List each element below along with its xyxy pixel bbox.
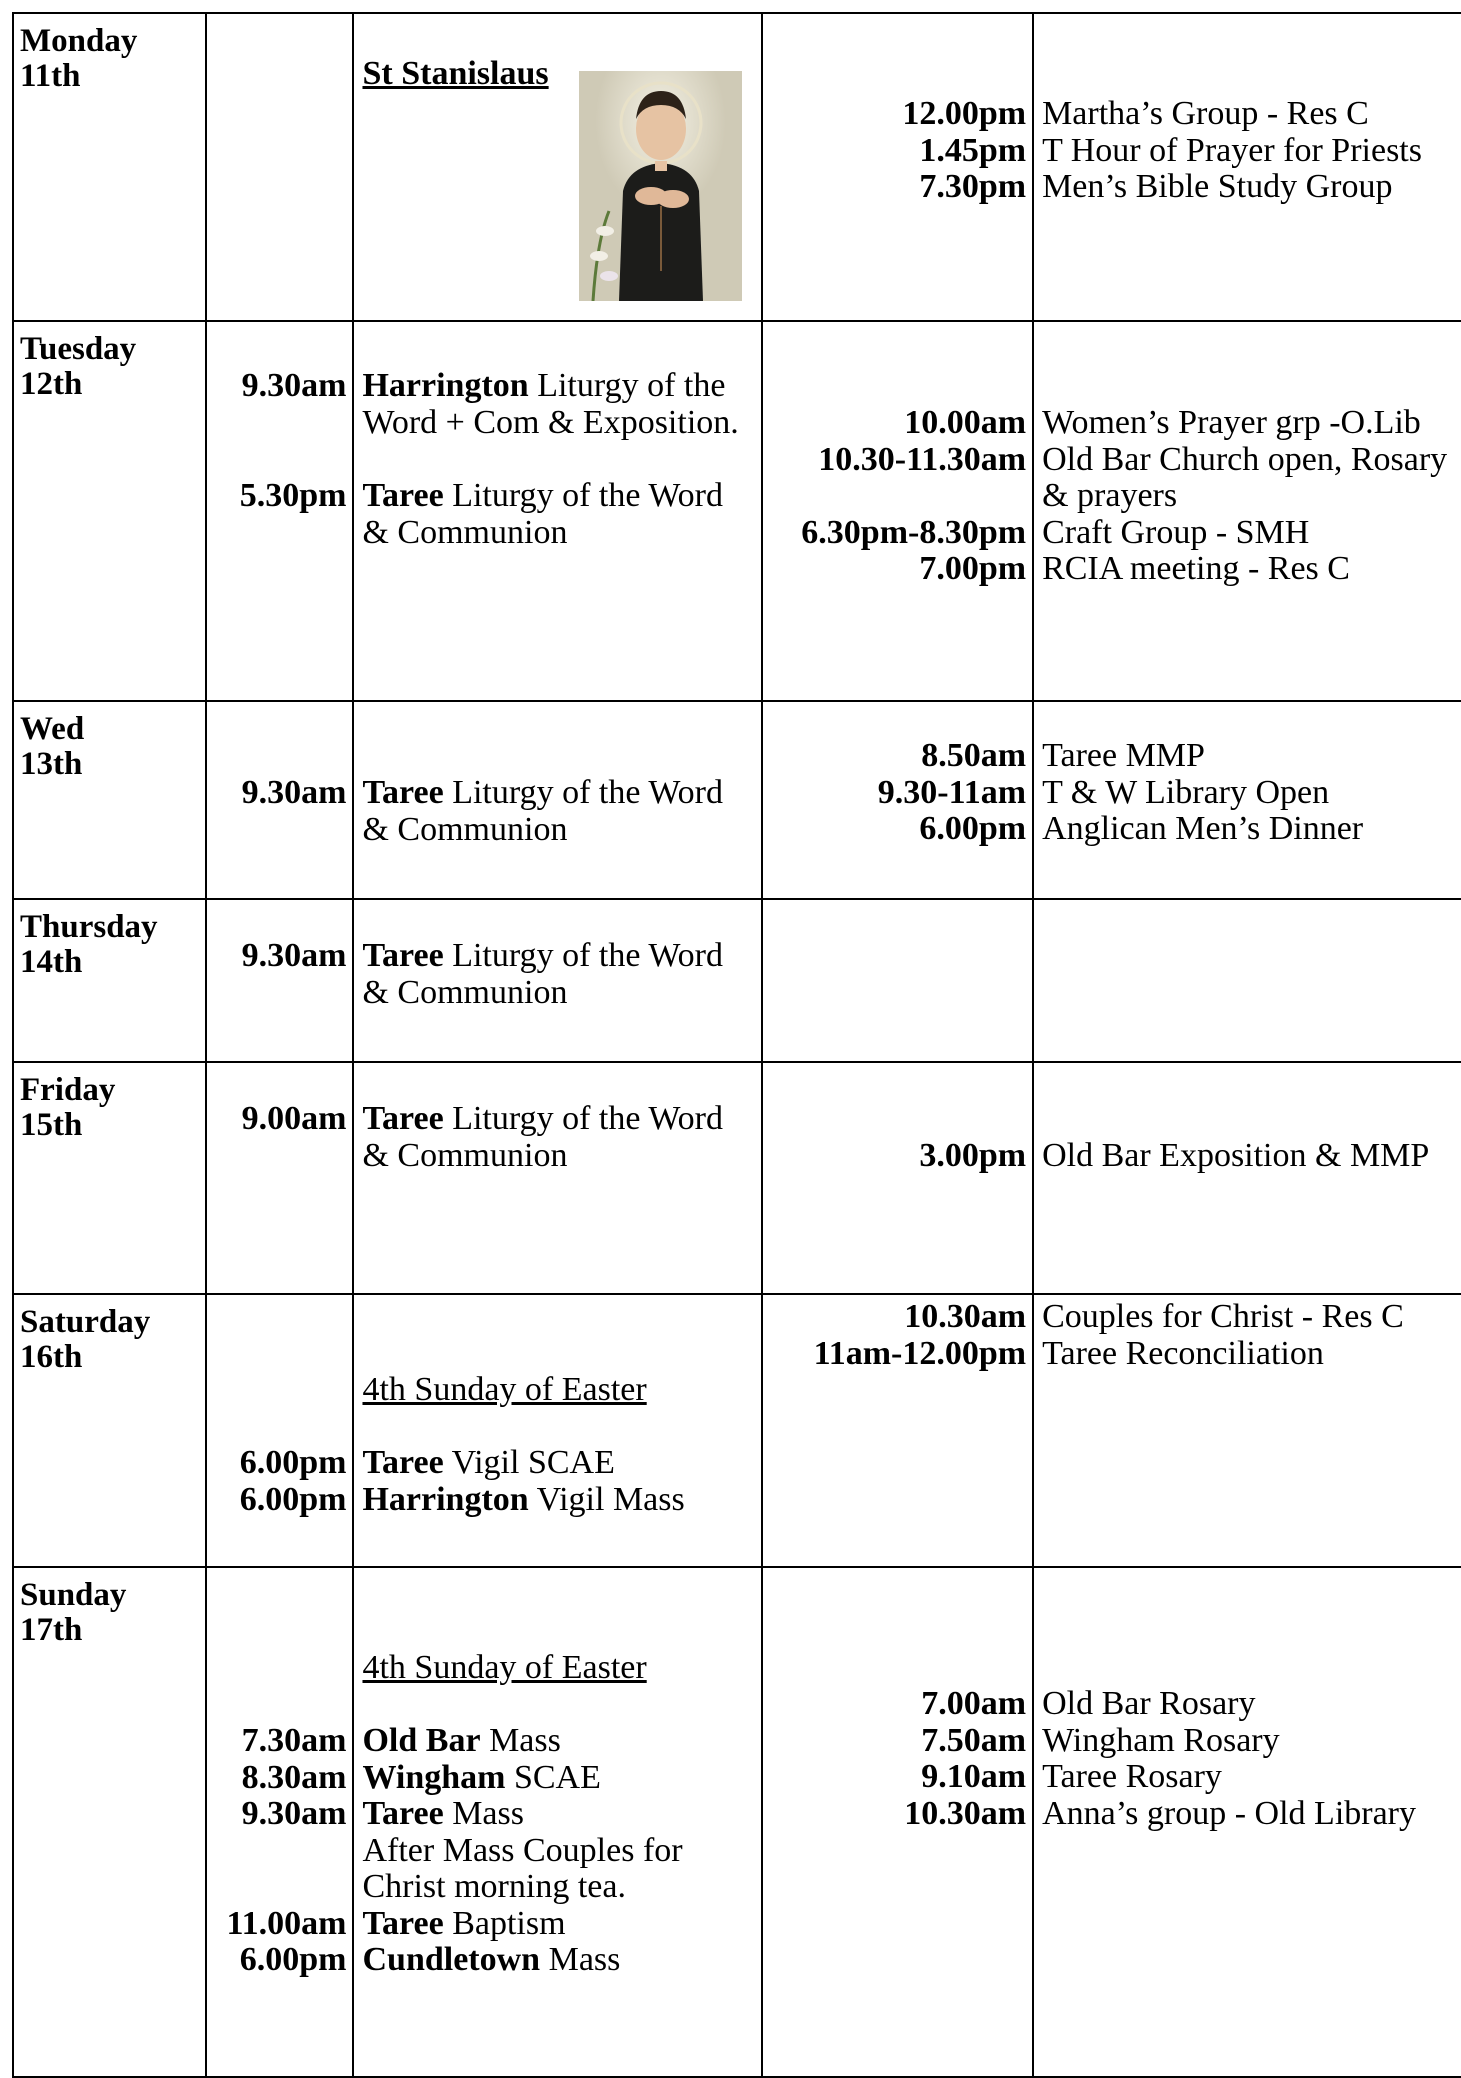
liturgy-times: [206, 1294, 354, 1567]
event-time: 10.00am: [904, 404, 1027, 441]
event-time: 10.30-11.30am: [818, 440, 1027, 478]
liturgy-cell: [353, 321, 761, 701]
liturgy-place: Wingham: [362, 1758, 506, 1796]
saint-portrait-icon: [579, 71, 742, 301]
day-date: 15th: [20, 1107, 83, 1143]
event-time: 6.00pm: [919, 810, 1027, 847]
event-time: 8.50am: [921, 737, 1027, 774]
event-time: 12.00pm: [902, 95, 1027, 132]
liturgy-text: Liturgy of the Word & Communion: [362, 937, 724, 1011]
sunday-heading: 4th Sunday of Easter: [362, 1371, 647, 1408]
event-texts: [1033, 13, 1461, 321]
liturgy-note: After Mass Couples for Christ morning tea.: [362, 1831, 683, 1905]
day-date: 14th: [20, 944, 83, 980]
event-text: Women’s Prayer grp -O.Lib: [1042, 404, 1421, 441]
event-times: [762, 13, 1033, 321]
liturgy-text: Liturgy of the Word & Communion: [362, 477, 724, 551]
event-time: 9.10am: [921, 1758, 1027, 1795]
liturgy-times: [206, 321, 354, 701]
liturgy-text: Liturgy of the Word & Communion: [362, 774, 724, 848]
liturgy-time: 11.00am: [226, 1904, 347, 1942]
event-time: 9.30-11am: [877, 773, 1027, 811]
day-name: Thursday: [20, 909, 158, 945]
liturgy-entry: [362, 1482, 754, 1519]
liturgy-cell: [353, 701, 761, 899]
liturgy-text: Mass: [548, 1941, 621, 1978]
event-time: 7.00pm: [919, 550, 1027, 587]
liturgy-text: Mass: [489, 1722, 561, 1759]
event-texts: [1033, 321, 1461, 701]
liturgy-text: Liturgy of the Word + Com & Exposition.: [362, 367, 739, 441]
event-text: RCIA meeting - Res C: [1042, 550, 1350, 587]
day-date: 16th: [20, 1339, 83, 1375]
event-times: [762, 321, 1033, 701]
liturgy-place: Taree: [362, 1100, 444, 1137]
liturgy-place: Harrington: [362, 1480, 529, 1518]
liturgy-entry: [362, 1906, 754, 1943]
day-cell: [13, 1294, 206, 1567]
liturgy-entry: [362, 1101, 754, 1174]
event-time: 10.30am: [904, 1794, 1027, 1832]
day-cell: [13, 899, 206, 1062]
day-row-monday: [13, 13, 1461, 321]
liturgy-cell: [353, 1567, 761, 2077]
event-texts: [1033, 1062, 1461, 1294]
liturgy-text: Baptism: [452, 1904, 566, 1942]
event-text: Anglican Men’s Dinner: [1042, 810, 1364, 847]
event-time: 7.50am: [921, 1721, 1027, 1759]
day-name: Saturday: [20, 1304, 151, 1340]
event-text: Taree MMP: [1042, 737, 1205, 774]
event-texts: [1033, 899, 1461, 1062]
liturgy-times: [206, 13, 354, 321]
day-date: 12th: [20, 366, 83, 402]
liturgy-entry: [362, 1760, 754, 1797]
event-text: Old Bar Church open, Rosary & prayers: [1042, 440, 1448, 514]
event-times: [762, 1567, 1033, 2077]
event-times: [762, 899, 1033, 1062]
day-row-tuesday: [13, 321, 1461, 701]
liturgy-place: Old Bar: [362, 1722, 481, 1759]
day-name: Friday: [20, 1072, 116, 1108]
liturgy-cell: [353, 899, 761, 1062]
liturgy-time: 5.30pm: [239, 476, 347, 514]
liturgy-text: Vigil Mass: [536, 1480, 685, 1518]
event-text: T & W Library Open: [1042, 773, 1330, 811]
day-row-friday: [13, 1062, 1461, 1294]
event-text: Wingham Rosary: [1042, 1721, 1280, 1759]
liturgy-time: 6.00pm: [239, 1480, 347, 1518]
event-time: 7.30pm: [919, 168, 1027, 205]
liturgy-times: [206, 701, 354, 899]
day-name: Wed: [20, 711, 85, 747]
liturgy-entry: [362, 368, 754, 441]
liturgy-times: [206, 899, 354, 1062]
event-text: Craft Group - SMH: [1042, 513, 1310, 551]
liturgy-place: Taree: [362, 1444, 444, 1481]
day-row-sunday: [13, 1567, 1461, 2077]
day-row-wednesday: [13, 701, 1461, 899]
event-text: Anna’s group - Old Library: [1042, 1794, 1416, 1832]
event-text: Taree Reconciliation: [1042, 1334, 1324, 1372]
event-time: 7.00am: [921, 1685, 1027, 1722]
feast-cell: [353, 13, 761, 321]
day-cell: [13, 1567, 206, 2077]
event-time: 6.30pm-8.30pm: [801, 513, 1027, 551]
liturgy-time: 6.00pm: [239, 1941, 347, 1978]
day-row-saturday: [13, 1294, 1461, 1567]
liturgy-place: Harrington: [362, 367, 529, 404]
day-cell: [13, 701, 206, 899]
liturgy-time: 6.00pm: [239, 1444, 347, 1481]
liturgy-cell: [353, 1062, 761, 1294]
liturgy-entry: [362, 938, 754, 1011]
liturgy-cell: [353, 1294, 761, 1567]
event-time: 1.45pm: [919, 131, 1027, 169]
event-text: Old Bar Exposition & MMP: [1042, 1137, 1430, 1174]
liturgy-place: Taree: [362, 1904, 444, 1942]
liturgy-entry: [362, 775, 754, 848]
liturgy-place: Taree: [362, 1795, 444, 1832]
day-date: 17th: [20, 1612, 83, 1648]
day-name: Sunday: [20, 1577, 127, 1613]
feast-title: St Stanislaus: [362, 55, 549, 92]
liturgy-text: Mass: [452, 1795, 524, 1832]
event-text: Martha’s Group - Res C: [1042, 95, 1369, 132]
liturgy-text: Vigil SCAE: [451, 1444, 615, 1481]
liturgy-entry: [362, 1445, 754, 1482]
day-cell: [13, 1062, 206, 1294]
liturgy-place: Taree: [362, 477, 444, 514]
liturgy-entry: [362, 1723, 754, 1760]
event-text: Men’s Bible Study Group: [1042, 168, 1393, 205]
event-texts: [1033, 701, 1461, 899]
day-date: 11th: [20, 58, 81, 94]
liturgy-time: 8.30am: [241, 1758, 347, 1796]
liturgy-time: 9.30am: [241, 367, 347, 404]
event-texts: [1033, 1567, 1461, 2077]
event-time: 3.00pm: [919, 1137, 1027, 1174]
liturgy-place: Cundletown: [362, 1941, 541, 1978]
liturgy-time: 9.30am: [241, 1795, 347, 1832]
liturgy-time: 9.30am: [241, 774, 347, 811]
liturgy-text: Liturgy of the Word & Communion: [362, 1100, 724, 1174]
liturgy-times: [206, 1062, 354, 1294]
event-text: Old Bar Rosary: [1042, 1685, 1256, 1722]
event-time: 11am-12.00pm: [813, 1334, 1027, 1372]
liturgy-time: 9.00am: [241, 1100, 347, 1137]
sunday-heading: 4th Sunday of Easter: [362, 1649, 647, 1686]
day-name: Tuesday: [20, 331, 137, 367]
liturgy-place: Taree: [362, 937, 444, 974]
event-times: [762, 701, 1033, 899]
liturgy-time: 7.30am: [241, 1722, 347, 1759]
event-time: 10.30am: [904, 1298, 1027, 1335]
day-name: Monday: [20, 23, 138, 59]
liturgy-times: [206, 1567, 354, 2077]
weekly-schedule: [12, 12, 1461, 2078]
event-text: Couples for Christ - Res C: [1042, 1298, 1404, 1335]
schedule-table: [12, 12, 1461, 2078]
day-cell: [13, 321, 206, 701]
day-row-thursday: [13, 899, 1461, 1062]
event-texts: [1033, 1294, 1461, 1567]
event-text: Taree Rosary: [1042, 1758, 1222, 1795]
liturgy-text: SCAE: [513, 1758, 601, 1796]
day-cell: [13, 13, 206, 321]
day-date: 13th: [20, 746, 83, 782]
liturgy-place: Taree: [362, 774, 444, 811]
liturgy-entry: [362, 1796, 754, 1833]
event-times: [762, 1062, 1033, 1294]
liturgy-entry: [362, 478, 754, 551]
saint-portrait-image: [579, 71, 742, 301]
event-times: [762, 1294, 1033, 1567]
liturgy-entry: [362, 1942, 754, 1979]
event-text: T Hour of Prayer for Priests: [1042, 131, 1422, 169]
liturgy-time: 9.30am: [241, 937, 347, 974]
